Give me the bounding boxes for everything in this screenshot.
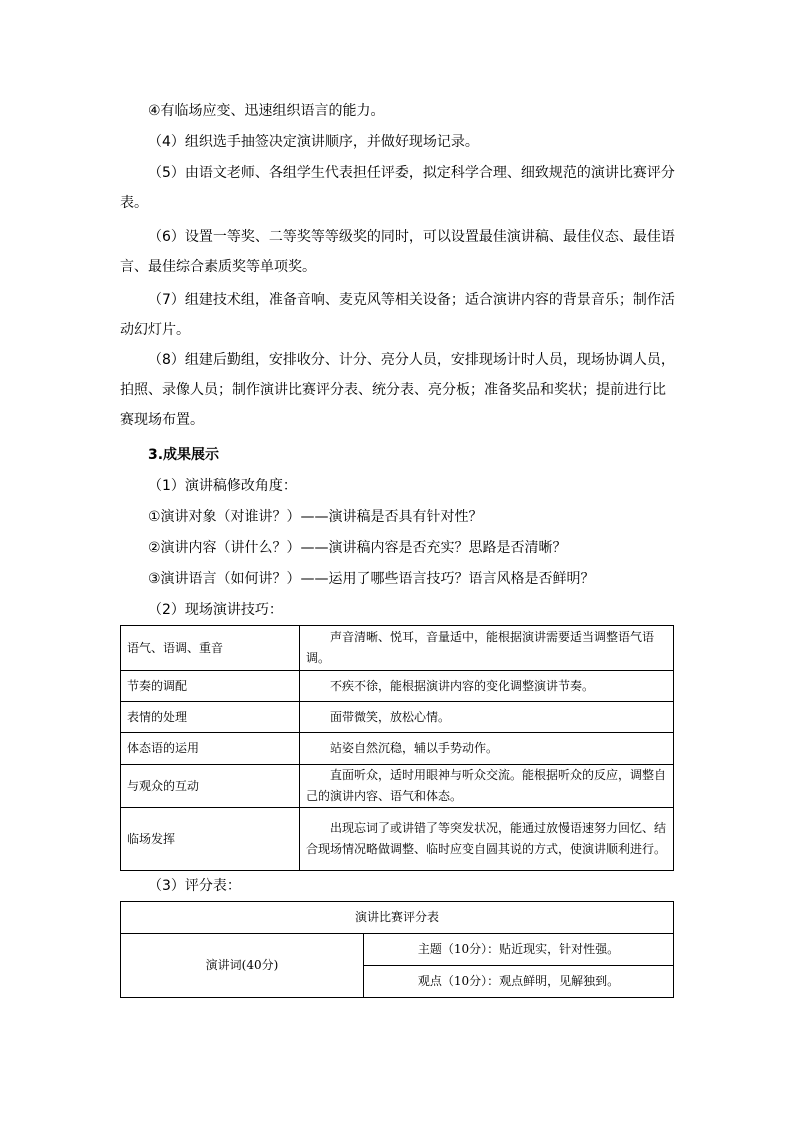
table-cell-desc: 出现忘词了或讲错了等突发状况，能通过放慢语速努力回忆、结合现场情况略做调整、临时应变自圆其说的方式，使演讲顺利进行。 (300, 808, 674, 871)
table-cell-desc: 直面听众，适时用眼神与听众交流。能根据听众的反应，调整自己的演讲内容、语气和体态。 (300, 765, 674, 808)
score-item: 主题（10分）：贴近现实，针对性强。 (364, 934, 674, 966)
table-row (121, 733, 674, 765)
table-row (121, 934, 674, 966)
text-line: ②演讲内容（讲什么？）——演讲稿内容是否充实？思路是否清晰？ (148, 540, 567, 556)
table-cell-label: 与观众的互动 (121, 765, 300, 808)
section-heading: 3.成果展示 (148, 447, 220, 463)
table-row (121, 626, 674, 671)
table-cell-desc: 站姿自然沉稳，辅以手势动作。 (300, 733, 674, 765)
table-cell-label: 节奏的调配 (121, 671, 300, 702)
text-line: ①演讲对象（对谁讲？）——演讲稿是否具有针对性？ (148, 509, 483, 525)
table-cell-label: 临场发挥 (121, 808, 300, 871)
table-row (121, 671, 674, 702)
text-paragraph: （6）设置一等奖、二等奖等等级奖的同时，可以设置最佳演讲稿、最佳仪态、最佳语言、最佳综合素质奖等单项奖。 (120, 229, 675, 275)
text-line: ③演讲语言（如何讲？）——运用了哪些语言技巧？语言风格是否鲜明？ (148, 571, 595, 587)
table-row (121, 902, 674, 934)
text-paragraph: （8）组建后勤组，安排收分、计分、亮分人员，安排现场计时人员，现场协调人员，拍照、录像人员；制作演讲比赛评分表、统分表、亮分板；准备奖品和奖状；提前进行比赛现场布置。 (120, 352, 675, 428)
table-cell-label: 体态语的运用 (121, 733, 300, 765)
table-row (121, 702, 674, 733)
table-cell-desc: 声音清晰、悦耳，音量适中，能根据演讲需要适当调整语气语调。 (300, 626, 674, 671)
text-line: （4）组织选手抽签决定演讲顺序，并做好现场记录。 (148, 134, 479, 150)
text-line: （3）评分表： (148, 878, 241, 894)
table-cell-desc: 面带微笑，放松心情。 (300, 702, 674, 733)
score-table (120, 901, 674, 998)
text-line: （1）演讲稿修改角度： (148, 478, 297, 494)
text-paragraph: （5）由语文老师、各组学生代表担任评委，拟定科学合理、细致规范的演讲比赛评分表。 (120, 165, 675, 211)
speech-tips-table (120, 625, 674, 871)
text-paragraph: （7）组建技术组，准备音响、麦克风等相关设备；适合演讲内容的背景音乐；制作活动幻灯片。 (120, 292, 675, 338)
score-table-title: 演讲比赛评分表 (121, 902, 674, 934)
table-row (121, 765, 674, 808)
table-row (121, 808, 674, 871)
table-cell-label: 语气、语调、重音 (121, 626, 300, 671)
score-item: 观点（10分）：观点鲜明，见解独到。 (364, 966, 674, 998)
text-line: （2）现场演讲技巧： (148, 602, 283, 618)
table-cell-desc: 不疾不徐，能根据演讲内容的变化调整演讲节奏。 (300, 671, 674, 702)
table-cell-label: 表情的处理 (121, 702, 300, 733)
text-line: ④有临场应变、迅速组织语言的能力。 (148, 103, 385, 119)
score-category: 演讲词(40分) (121, 934, 364, 998)
